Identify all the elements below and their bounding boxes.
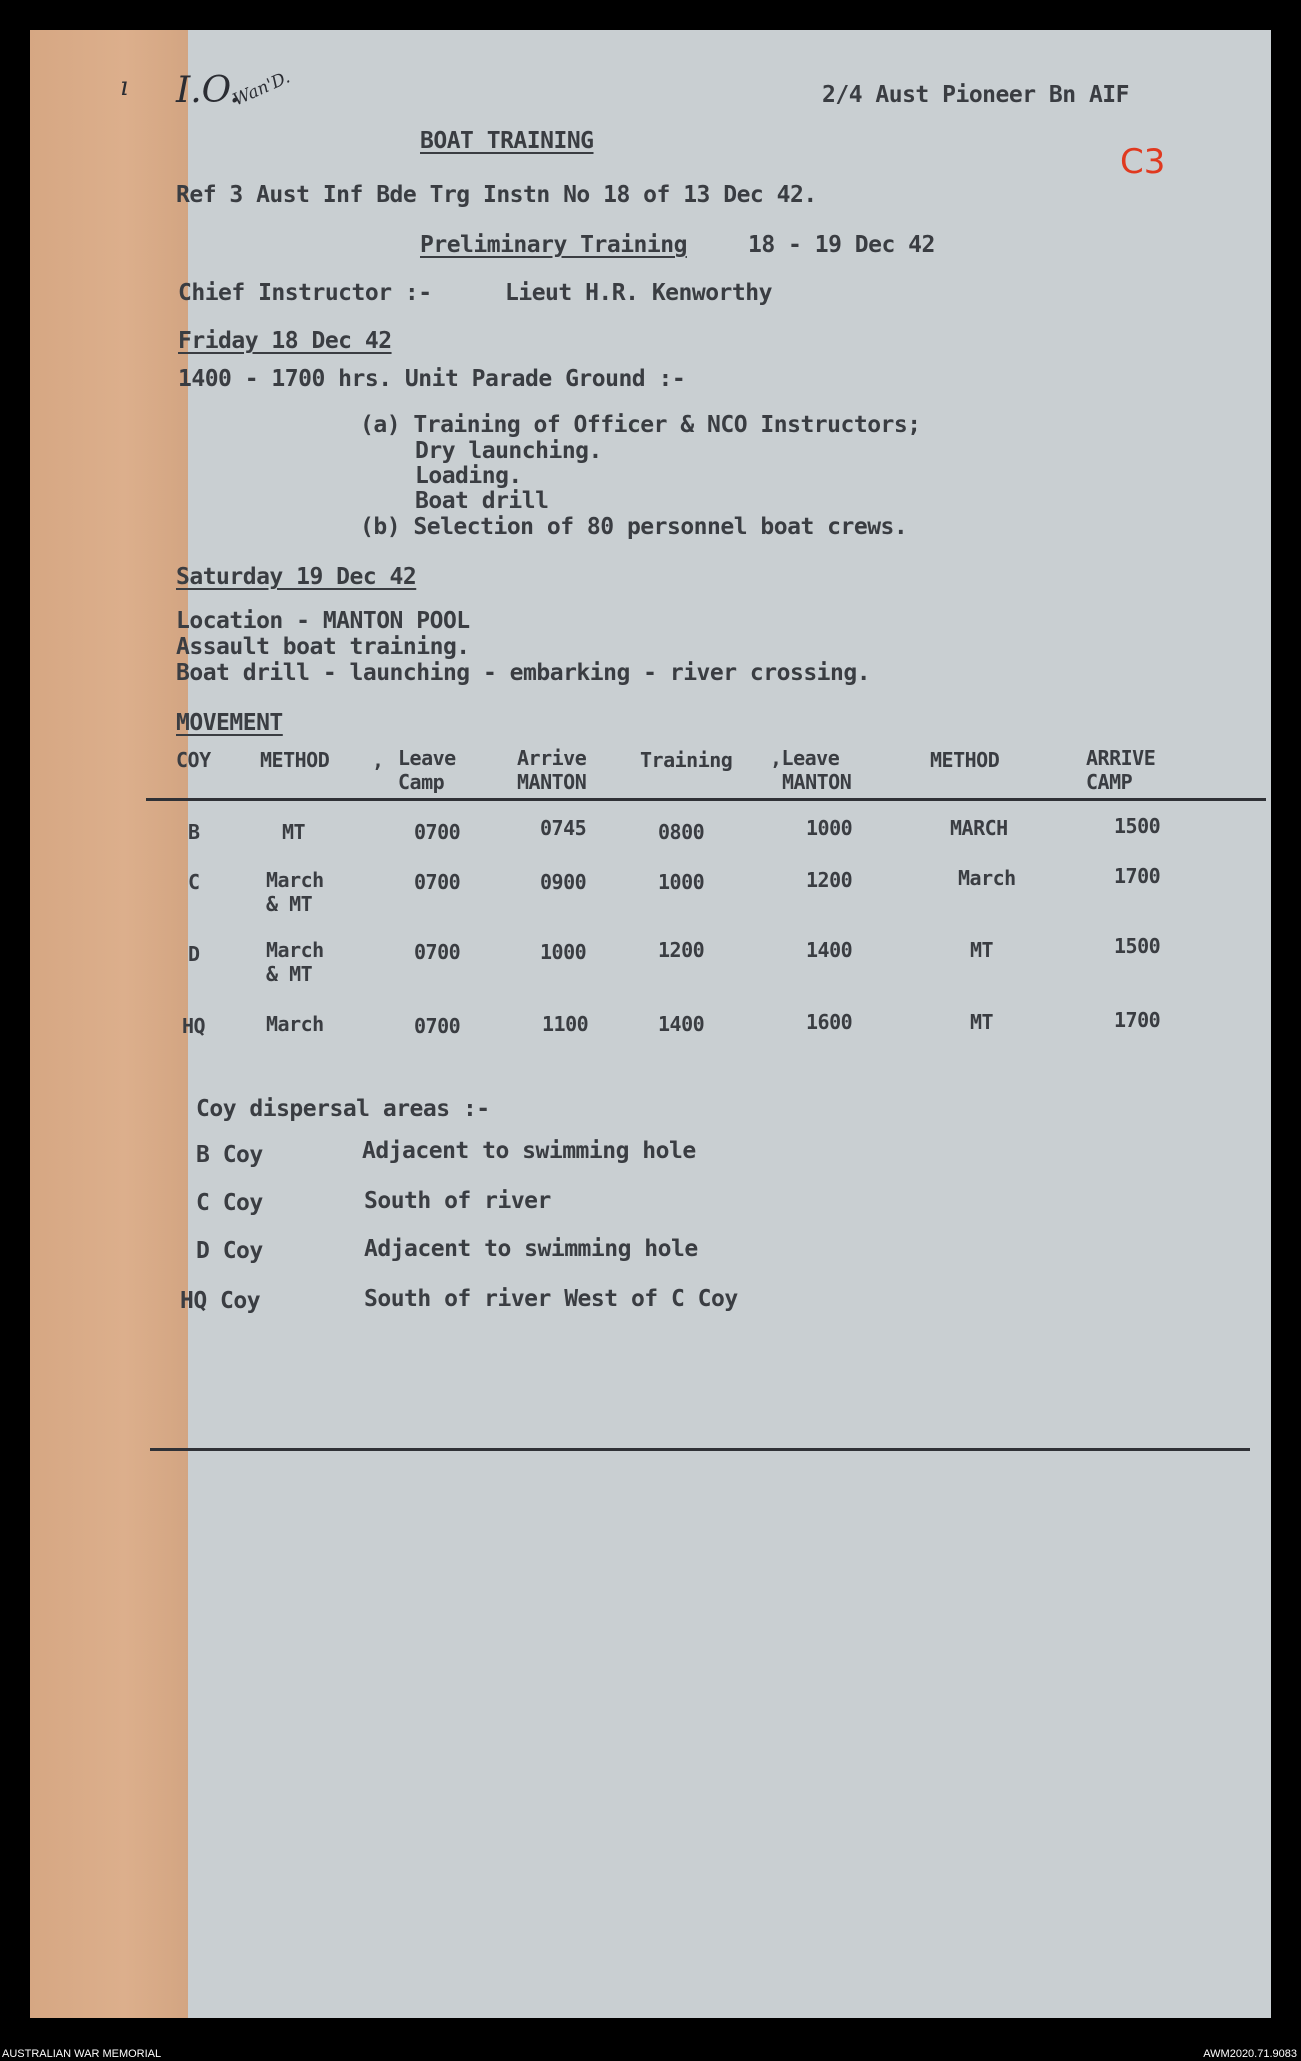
cell-coy: D xyxy=(188,942,200,966)
cell-method-line2: & MT xyxy=(266,892,313,916)
cell-leave-manton: 1400 xyxy=(806,938,853,962)
col-header-separator: , xyxy=(372,748,384,772)
document-title: BOAT TRAINING xyxy=(420,128,594,154)
cell-leave-manton: 1000 xyxy=(806,816,853,840)
saturday-location: Location - MANTON POOL xyxy=(176,608,470,634)
friday-item-a-loading: Loading. xyxy=(415,463,522,489)
cell-coy: HQ xyxy=(182,1014,206,1038)
col-header-training: Training xyxy=(640,748,733,772)
cell-training: 1200 xyxy=(658,938,705,962)
col-header-method-return: METHOD xyxy=(930,748,1000,772)
unit-designation: 2/4 Aust Pioneer Bn AIF xyxy=(822,82,1129,108)
cell-method-line1: March xyxy=(266,938,324,962)
cell-leave-camp: 0700 xyxy=(414,870,461,894)
cell-method-line1: March xyxy=(266,868,324,892)
cell-leave-manton: 1600 xyxy=(806,1010,853,1034)
dispersal-area: Adjacent to swimming hole xyxy=(362,1138,696,1164)
cell-arrive-manton: 1100 xyxy=(542,1012,589,1036)
saturday-line-2: Boat drill - launching - embarking - river crossing. xyxy=(176,660,871,686)
col-header-leave-camp xyxy=(398,746,456,794)
cell-arrive-camp: 1700 xyxy=(1114,1008,1161,1032)
movement-heading: MOVEMENT xyxy=(176,710,283,736)
cell-leave-camp: 0700 xyxy=(414,820,461,844)
chief-instructor-label: Chief Instructor :- xyxy=(178,280,432,306)
friday-item-a: (a) Training of Officer & NCO Instructors; xyxy=(360,412,921,438)
archival-tape-strip xyxy=(30,30,188,2018)
friday-heading: Friday 18 Dec 42 xyxy=(178,328,392,354)
col-header-leave-camp-line1: Leave xyxy=(398,746,456,770)
cell-method xyxy=(266,868,324,916)
cell-training: 1400 xyxy=(658,1012,705,1036)
cell-arrive-manton: 0900 xyxy=(540,870,587,894)
cell-arrive-manton: 0745 xyxy=(540,816,587,840)
cell-method-return: MARCH xyxy=(950,816,1008,840)
col-header-leave-camp-line2: Camp xyxy=(398,770,445,794)
handwritten-annotation: Wan'D. xyxy=(230,67,294,111)
preliminary-training-label: Preliminary Training xyxy=(420,232,687,258)
reference-line: Ref 3 Aust Inf Bde Trg Instn No 18 of 13 Dec 42. xyxy=(176,182,817,208)
friday-item-b: (b) Selection of 80 personnel boat crews. xyxy=(360,514,908,540)
saturday-heading: Saturday 19 Dec 42 xyxy=(176,564,417,590)
handwritten-tick: ı xyxy=(120,72,129,102)
table-header-rule xyxy=(146,798,1266,801)
cell-arrive-camp: 1700 xyxy=(1114,864,1161,888)
dispersal-area: South of river xyxy=(364,1188,551,1214)
closing-rule xyxy=(150,1448,1250,1451)
cell-method xyxy=(282,820,305,844)
cell-coy: C xyxy=(188,870,200,894)
col-header-method: METHOD xyxy=(260,748,330,772)
col-header-arrive-manton-line2: MANTON xyxy=(517,770,587,794)
archive-mark: C3 xyxy=(1120,142,1166,182)
cell-method-line2: & MT xyxy=(266,962,313,986)
dispersal-heading: Coy dispersal areas :- xyxy=(196,1096,490,1122)
cell-method-line1: MT xyxy=(282,820,306,844)
dispersal-coy: B Coy xyxy=(196,1142,263,1168)
dispersal-coy: HQ Coy xyxy=(180,1288,261,1314)
cell-method xyxy=(266,938,324,986)
col-header-leave-manton-line1: ,Leave xyxy=(770,746,840,770)
col-header-arrive-camp-line1: ARRIVE xyxy=(1086,746,1156,770)
col-header-leave-manton xyxy=(770,746,851,794)
col-header-arrive-camp-line2: CAMP xyxy=(1086,770,1133,794)
cell-leave-camp: 0700 xyxy=(414,940,461,964)
cell-method-return: March xyxy=(958,866,1016,890)
col-header-coy: COY xyxy=(176,748,211,772)
friday-item-a-dry-launching: Dry launching. xyxy=(415,438,602,464)
cell-training: 1000 xyxy=(658,870,705,894)
friday-time-location: 1400 - 1700 hrs. Unit Parade Ground :- xyxy=(178,366,686,392)
col-header-leave-manton-line2: MANTON xyxy=(782,770,852,794)
dispersal-area: South of river West of C Coy xyxy=(364,1286,738,1312)
cell-training: 0800 xyxy=(658,820,705,844)
col-header-arrive-camp xyxy=(1086,746,1155,794)
dispersal-area: Adjacent to swimming hole xyxy=(364,1236,698,1262)
cell-leave-camp: 0700 xyxy=(414,1014,461,1038)
handwritten-initials: I.O. xyxy=(176,70,241,111)
cell-method-line1: March xyxy=(266,1012,324,1036)
footer-accession-number: AWM2020.71.9083 xyxy=(1203,2048,1297,2060)
preliminary-training-dates: 18 - 19 Dec 42 xyxy=(748,232,935,258)
document-page xyxy=(30,30,1271,2018)
dispersal-coy: D Coy xyxy=(196,1238,263,1264)
col-header-arrive-manton xyxy=(517,746,586,794)
friday-item-a-boat-drill: Boat drill xyxy=(415,488,549,514)
cell-leave-manton: 1200 xyxy=(806,868,853,892)
chief-instructor-name: Lieut H.R. Kenworthy xyxy=(505,280,772,306)
col-header-arrive-manton-line1: Arrive xyxy=(517,746,587,770)
cell-arrive-camp: 1500 xyxy=(1114,814,1161,838)
cell-method xyxy=(266,1012,324,1036)
cell-coy: B xyxy=(188,820,200,844)
cell-method-return: MT xyxy=(970,938,994,962)
cell-arrive-manton: 1000 xyxy=(540,940,587,964)
saturday-line-1: Assault boat training. xyxy=(176,634,470,660)
cell-method-return: MT xyxy=(970,1010,994,1034)
cell-arrive-camp: 1500 xyxy=(1114,934,1161,958)
footer-archive-name: AUSTRALIAN WAR MEMORIAL xyxy=(2,2048,162,2060)
dispersal-coy: C Coy xyxy=(196,1190,263,1216)
